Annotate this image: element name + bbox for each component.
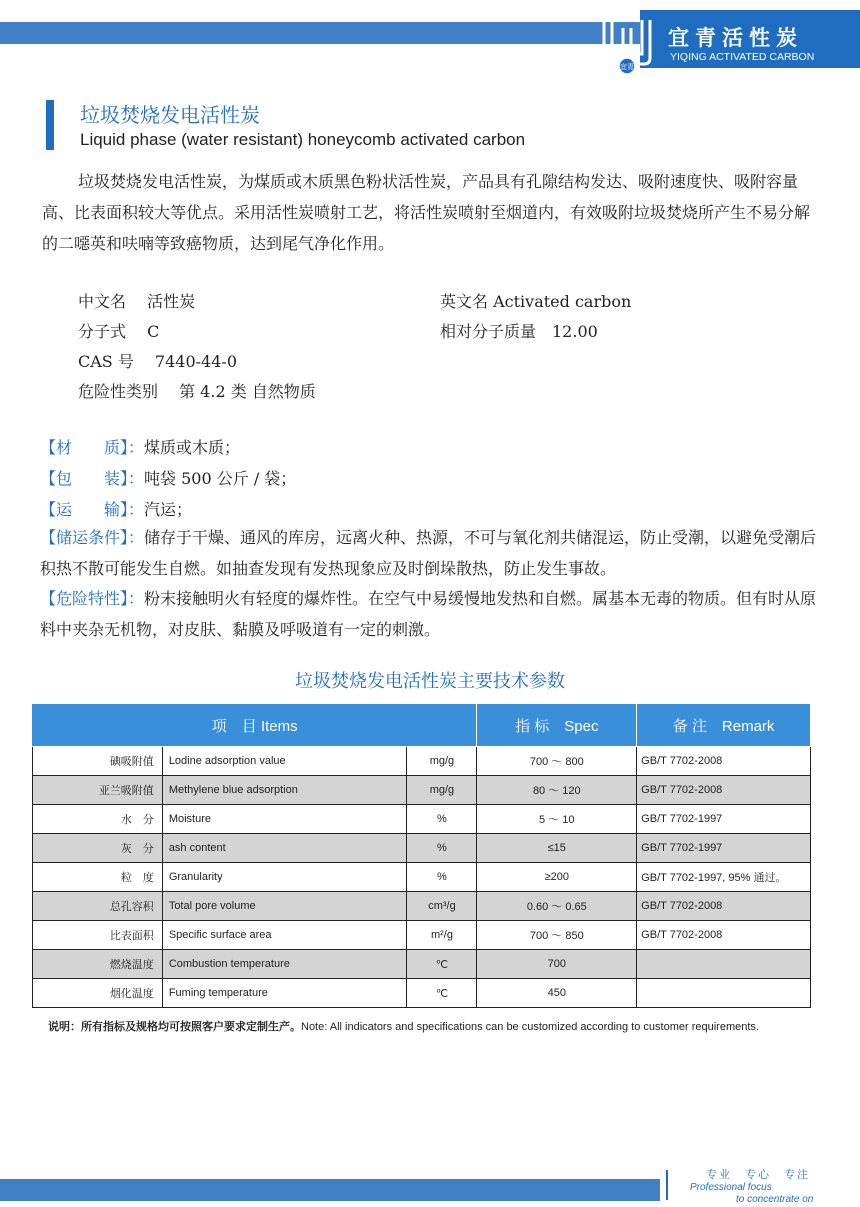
table-cell: 5 ～ 10 [477,805,637,834]
table-cell: 700 ～ 800 [477,747,637,776]
table-cell: % [407,834,477,863]
table-cell: ℃ [407,950,477,979]
table-cell: % [407,805,477,834]
section-text: 储存于干燥、通风的库房，远离火种、热源，不可与氧化剂共储混运，防止受潮，以避免受潮后积热不散可能发生自燃。如抽查发现有发热现象应及时倒垛散热，防止发生事故。 [40,528,817,578]
table-row [33,950,811,979]
table-cell: 比表面积 [33,921,163,950]
table-cell: Fuming temperature [162,979,407,1008]
prop-formula: 分子式 C [78,322,160,341]
footer-slogan-en-2: to concentrate on [736,1194,814,1205]
table-cell [637,950,811,979]
table-row [33,921,811,950]
table-row [33,979,811,1008]
title-accent-bar [46,100,54,150]
prop-cas: CAS 号 7440-44-0 [78,352,238,371]
section-hazard [40,583,825,645]
table-cell: Granularity [162,863,407,892]
table-cell: 0.60 ～ 0.65 [477,892,637,921]
table-row [33,747,811,776]
table-cell: Specific surface area [162,921,407,950]
table-cell: 燃烧温度 [33,950,163,979]
footer-slogan-cn: 专业 专心 专注 [706,1168,810,1181]
table-cell: Lodine adsorption value [162,747,407,776]
table-cell: 700 ～ 850 [477,921,637,950]
table-note [48,1018,759,1034]
brand-name-cn: 宜青活性炭 [668,26,803,50]
prop-hazard-class: 危险性类别 第 4.2 类 自然物质 [78,382,316,401]
section-packaging [40,463,825,494]
table-cell: GB/T 7702-2008 [637,776,811,805]
table-row [33,805,811,834]
table-cell: GB/T 7702-1997 [637,805,811,834]
note-cn: 说明：所有指标及规格均可按照客户要求定制生产。 [48,1020,301,1033]
table-cell: Moisture [162,805,407,834]
section-text: 煤质或木质； [144,438,241,457]
table-cell: Combustion temperature [162,950,407,979]
table-cell: 亚兰吸附值 [33,776,163,805]
table-cell [637,979,811,1008]
section-label: 【危险特性】： [40,589,145,608]
table-cell: ≤15 [477,834,637,863]
page-title-en: Liquid phase (water resistant) honeycomb activated carbon [80,130,526,149]
table-cell: GB/T 7702-2008 [637,747,811,776]
table-cell: Methylene blue adsorption [162,776,407,805]
header-spec: 指 标 Spec [477,704,637,747]
prop-cn-name: 中文名 活性炭 [78,292,196,311]
table-cell: cm³/g [407,892,477,921]
table-cell: GB/T 7702-1997, 95% 通过。 [637,863,811,892]
table-row [33,834,811,863]
table-cell: GB/T 7702-1997 [637,834,811,863]
section-material [40,432,825,463]
table-cell: 80 ～ 120 [477,776,637,805]
section-label: 【储运条件】： [40,528,145,547]
table-cell: % [407,863,477,892]
table-cell: 450 [477,979,637,1008]
prop-molecular-mass: 相对分子质量 12.00 [440,322,598,341]
footer-slogan-en-1: Professional focus [690,1182,772,1193]
intro-paragraph: 垃圾焚烧发电活性炭，为煤质或木质黑色粉状活性炭，产品具有孔隙结构发达、吸附速度快、吸附容量高、比表面积较大等优点。采用活性炭喷射工艺，将活性炭喷射至烟道内，有效吸附垃圾焚烧所产生不易分解的二噁英和呋喃等致癌物质，达到尾气净化作用。 [42,172,811,253]
table-cell: mg/g [407,776,477,805]
spec-table [32,703,811,1008]
table-cell: 700 [477,950,637,979]
prop-en-name: 英文名 Activated carbon [440,292,632,311]
table-title: 垃圾焚烧发电活性炭主要技术参数 [295,671,565,692]
table-row [33,892,811,921]
table-cell: mg/g [407,747,477,776]
table-cell: 烟化温度 [33,979,163,1008]
brand-logo-icon [596,14,658,76]
table-cell: m²/g [407,921,477,950]
section-text: 粉末接触明火有轻度的爆炸性。在空气中易缓慢地发热和自燃。属基本无毒的物质。但有时从原料中夹杂无机物，对皮肤、黏膜及呼吸道有一定的刺激。 [40,589,817,639]
footer-divider [666,1170,668,1200]
table-cell: 粒 度 [33,863,163,892]
header-remark: 备 注 Remark [637,704,811,747]
table-row [33,863,811,892]
table-row [33,776,811,805]
logo-text: 宜青 [620,63,634,71]
table-cell: 碘吸附值 [33,747,163,776]
section-label: 【运 输】： [40,500,145,519]
footer-stripe [0,1179,660,1201]
section-storage [40,522,825,584]
page-title-cn: 垃圾焚烧发电活性炭 [80,103,260,127]
table-cell: ash content [162,834,407,863]
brand-name-en: YIQING ACTIVATED CARBON [670,51,815,63]
section-label: 【材 质】： [40,438,145,457]
table-cell: 灰 分 [33,834,163,863]
table-cell: GB/T 7702-2008 [637,892,811,921]
section-label: 【包 装】： [40,469,145,488]
table-header-row [33,704,811,747]
table-cell: Total pore volume [162,892,407,921]
table-cell: 水 分 [33,805,163,834]
table-cell: GB/T 7702-2008 [637,921,811,950]
note-en: Note: All indicators and specifications can be customized according to customer requirements. [301,1021,759,1033]
table-cell: 总孔容积 [33,892,163,921]
table-cell: ℃ [407,979,477,1008]
section-text: 吨袋 500 公斤 / 袋； [144,469,297,488]
section-text: 汽运； [144,500,193,519]
header-items: 项 目 Items [33,704,477,747]
section-transport [40,494,825,525]
table-cell: ≥200 [477,863,637,892]
